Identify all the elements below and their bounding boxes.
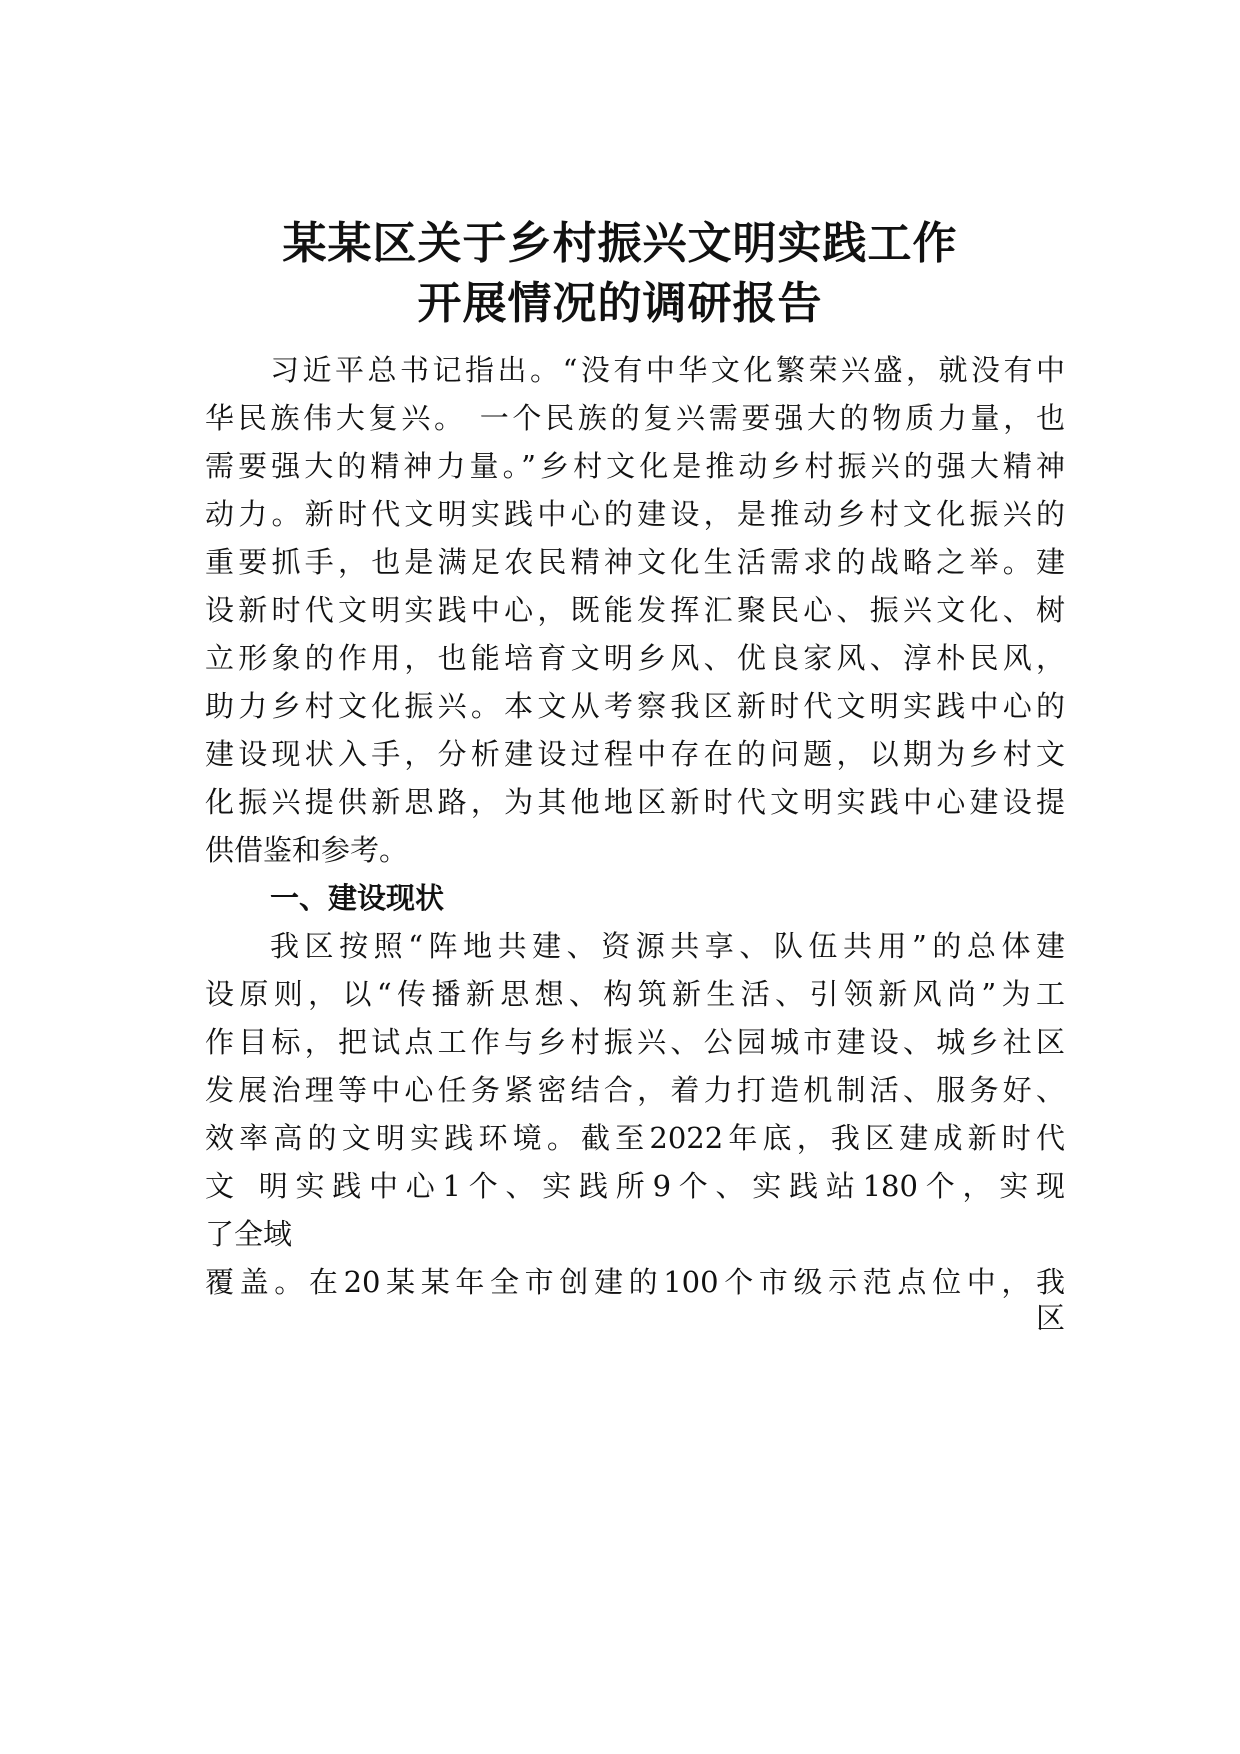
paragraph-1-line: 化振兴提供新思路，为其他地区新时代文明实践中心建设提 xyxy=(205,785,1065,819)
paragraph-2-line: 发展治理等中心任务紧密结合，着力打造机制活、服务好、 xyxy=(205,1073,1065,1107)
paragraph-2-line: 作目标，把试点工作与乡村振兴、公园城市建设、城乡社区 xyxy=(205,1025,1065,1059)
paragraph-2-line: 区 xyxy=(1035,1301,1065,1335)
paragraph-2-line: 覆盖。在20某某年全市创建的100个市级示范点位中，我 xyxy=(205,1265,1065,1299)
document-title-line-2: 开展情况的调研报告 xyxy=(417,278,823,329)
paragraph-1-line: 动力。新时代文明实践中心的建设，是推动乡村文化振兴的 xyxy=(205,497,1065,531)
paragraph-1-line: 供借鉴和参考。 xyxy=(205,833,409,867)
paragraph-2-line: 文 明实践中心1个、实践所9个、实践站180个，实现 xyxy=(205,1169,1065,1203)
paragraph-1-line: 设新时代文明实践中心，既能发挥汇聚民心、振兴文化、树 xyxy=(205,593,1065,627)
paragraph-1-line: 立形象的作用，也能培育文明乡风、优良家风、淳朴民风， xyxy=(205,641,1065,675)
document-title-line-1: 某某区关于乡村振兴文明实践工作 xyxy=(282,218,958,269)
section-heading: 一、建设现状 xyxy=(270,881,445,915)
paragraph-2-line: 我区按照“阵地共建、资源共享、队伍共用”的总体建 xyxy=(270,929,1065,963)
paragraph-1-line: 华民族伟大复兴。 一个民族的复兴需要强大的物质力量，也 xyxy=(205,401,1065,435)
paragraph-2-line: 了全域 xyxy=(205,1217,293,1251)
paragraph-2-line: 效率高的文明实践环境。截至2022年底，我区建成新时代 xyxy=(205,1121,1065,1155)
paragraph-1-line: 助力乡村文化振兴。本文从考察我区新时代文明实践中心的 xyxy=(205,689,1065,723)
paragraph-1-line: 重要抓手，也是满足农民精神文化生活需求的战略之举。建 xyxy=(205,545,1065,579)
paragraph-1-line: 建设现状入手，分析建设过程中存在的问题，以期为乡村文 xyxy=(205,737,1065,771)
paragraph-2-line: 设原则，以“传播新思想、构筑新生活、引领新风尚”为工 xyxy=(205,977,1065,1011)
paragraph-1-line: 需要强大的精神力量。”乡村文化是推动乡村振兴的强大精神 xyxy=(205,449,1065,483)
paragraph-1-line: 习近平总书记指出。“没有中华文化繁荣兴盛，就没有中 xyxy=(270,353,1065,387)
